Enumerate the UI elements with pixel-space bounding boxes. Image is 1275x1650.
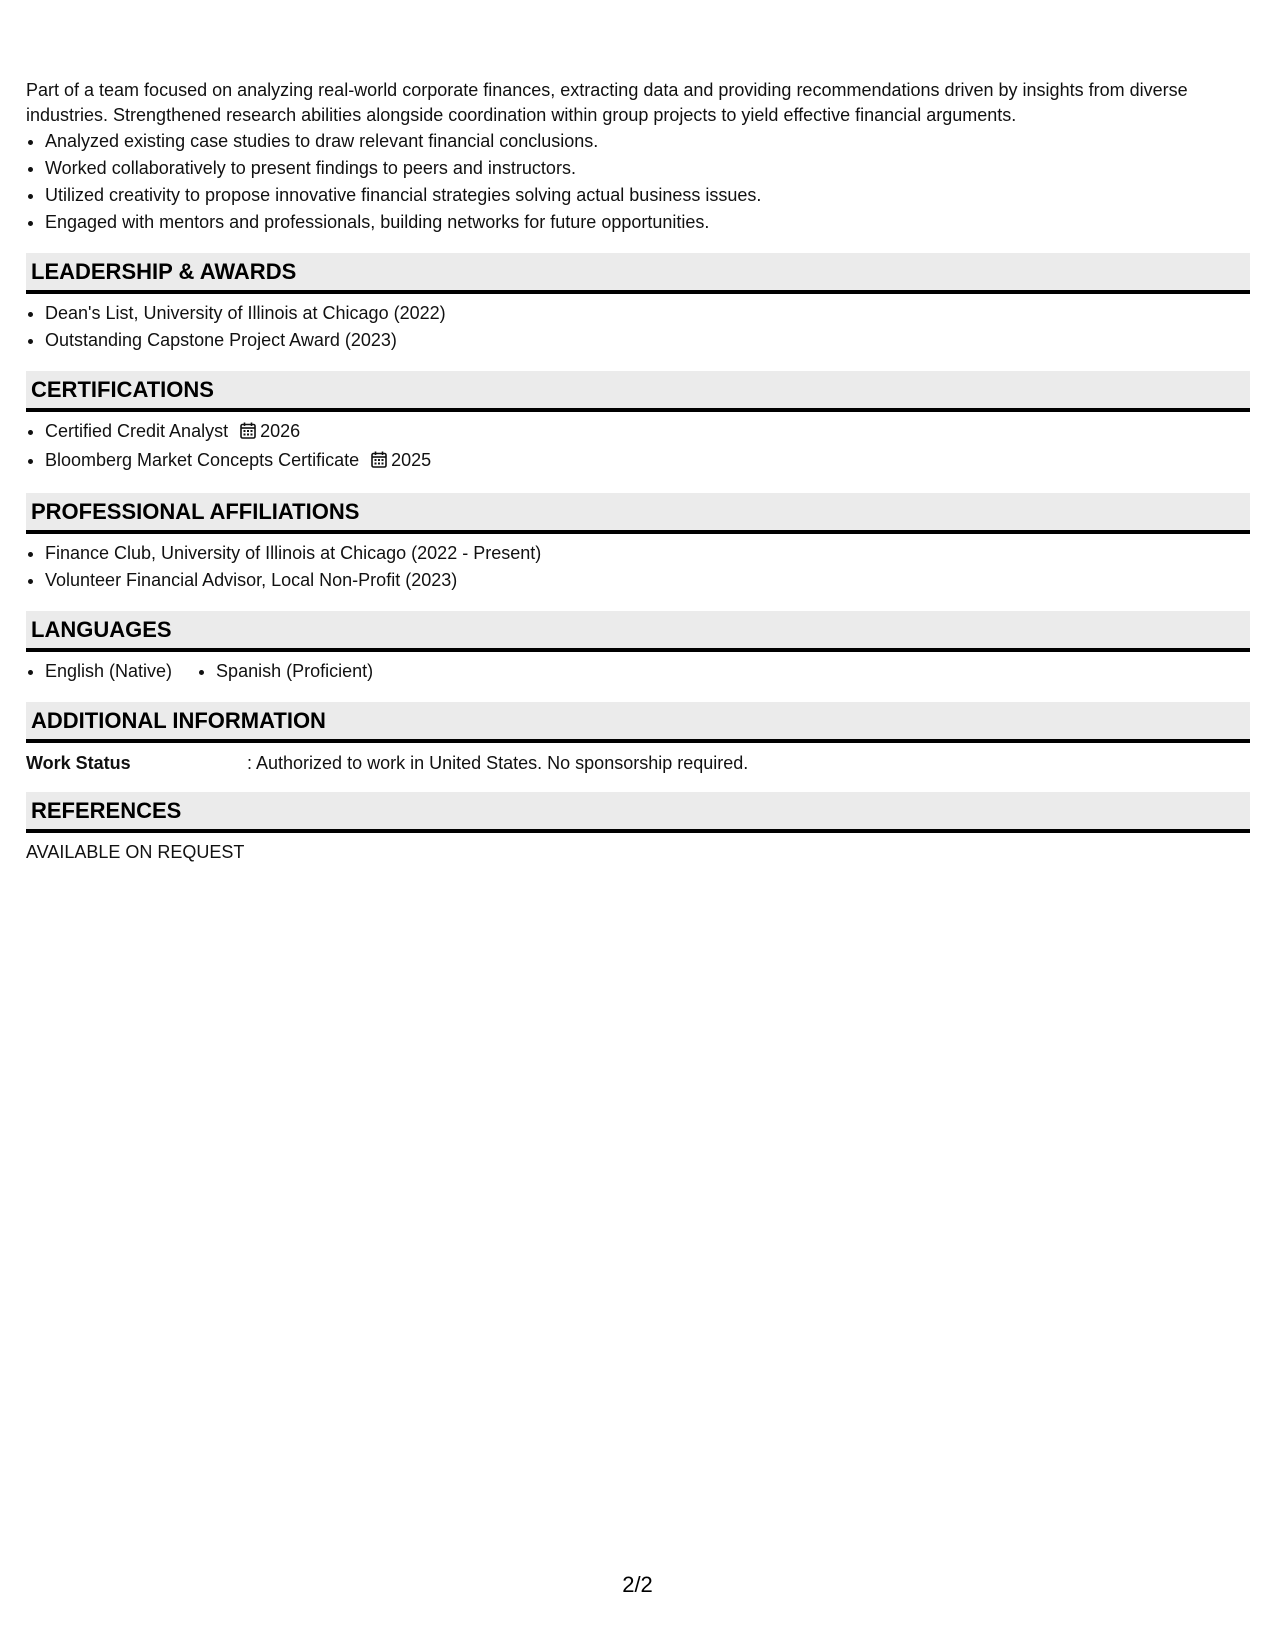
- list-item: • Finance Club, University of Illinois at Chicago (2022 - Present): [45, 540, 1250, 567]
- affiliations-section: [26, 493, 1250, 594]
- work-status-label: Work Status: [26, 753, 131, 773]
- section-heading: CERTIFICATIONS: [26, 371, 1250, 412]
- certification-year: 2025: [391, 450, 432, 470]
- work-status-value: : Authorized to work in United States. No sponsorship required.: [247, 753, 749, 773]
- certification-year: 2026: [260, 421, 301, 441]
- list-item: • Spanish (Proficient): [216, 658, 373, 685]
- list-item: • Volunteer Financial Advisor, Local Non-Profit (2023): [45, 567, 1250, 594]
- list-item: • Dean's List, University of Illinois at Chicago (2022): [45, 300, 1250, 327]
- intro-paragraph: Part of a team focused on analyzing real-world corporate finances, extracting data and providing recommendations driven by insights from diverse industries. Strengthened research abilities alongside coordination within group projects to yield effective financial arguments.: [26, 80, 1188, 125]
- list-item: • Outstanding Capstone Project Award (2023): [45, 327, 1250, 354]
- section-heading: LEADERSHIP & AWARDS: [26, 253, 1250, 294]
- work-status-row: [26, 749, 1250, 775]
- list-item: • Worked collaboratively to present findings to peers and instructors.: [45, 155, 1250, 182]
- list-item: • Analyzed existing case studies to draw relevant financial conclusions.: [45, 128, 1250, 155]
- list-item: • Utilized creativity to propose innovative financial strategies solving actual business issues.: [45, 182, 1250, 209]
- list-item: [45, 447, 1250, 476]
- languages-section: [26, 611, 1250, 685]
- resume-page: [26, 78, 1250, 865]
- languages-list: [26, 658, 1250, 685]
- certifications-section: [26, 371, 1250, 476]
- additional-info-section: [26, 702, 1250, 775]
- affiliations-list: [26, 540, 1250, 594]
- certifications-list: [26, 418, 1250, 476]
- calendar-icon: [371, 449, 387, 476]
- section-heading: REFERENCES: [26, 792, 1250, 833]
- certification-name: Bloomberg Market Concepts Certificate: [45, 450, 360, 470]
- references-text: AVAILABLE ON REQUEST: [26, 842, 245, 862]
- intro-bullet-list: [26, 128, 1250, 236]
- section-heading: ADDITIONAL INFORMATION: [26, 702, 1250, 743]
- list-item: • English (Native): [45, 658, 172, 685]
- list-item: • Engaged with mentors and professionals, building networks for future opportunities.: [45, 209, 1250, 236]
- leadership-list: [26, 300, 1250, 354]
- references-section: [26, 792, 1250, 865]
- certification-name: Certified Credit Analyst: [45, 421, 229, 441]
- section-heading: PROFESSIONAL AFFILIATIONS: [26, 493, 1250, 534]
- section-heading: LANGUAGES: [26, 611, 1250, 652]
- list-item: [45, 418, 1250, 447]
- page-number: 2/2: [622, 1572, 653, 1597]
- calendar-icon: [240, 420, 256, 447]
- leadership-section: [26, 253, 1250, 354]
